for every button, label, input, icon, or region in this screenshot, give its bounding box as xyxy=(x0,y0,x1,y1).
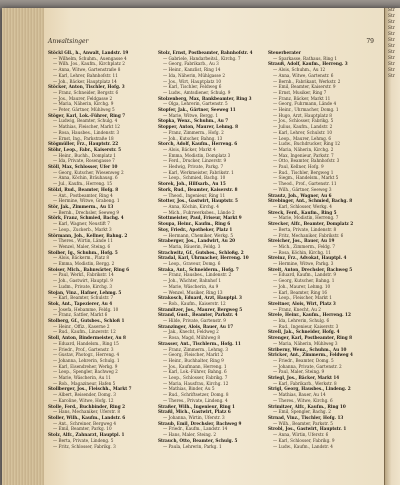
directory-entry: Strakosch, Eduard, Arzt, Hauptpl. 3 xyxy=(158,295,242,301)
directory-entry: — Ant., Schreiner, Bergweg 4 xyxy=(53,420,117,426)
directory-entry: — Siegm., Handelsm., Markt 5 xyxy=(273,175,339,181)
directory-entry: — Alois, Schuhm., Au 12 xyxy=(273,67,326,73)
directory-entry: Stojan, Vinz., Hafner, Lehmg. 5 xyxy=(48,289,122,295)
column-left xyxy=(48,50,154,478)
directory-entry: Strell, Jak., Schneider, Hofg. 4 xyxy=(268,329,340,335)
directory-entry: — Alois, Bäckerm., Platz 8 xyxy=(53,255,109,261)
directory-entry: — Karl, Schlosser, Werkg. 4 xyxy=(273,203,332,209)
directory-entry: — Theod., Prof., Gartenstr. 11 xyxy=(273,181,337,187)
directory-entry: — Hilde, Private, Gartenstr. 9 xyxy=(163,318,226,324)
next-page-fragment: Str xyxy=(388,8,395,13)
directory-entry: — Emma, Modistin, Domplatz 3 xyxy=(163,152,231,158)
directory-entry: — Maria, Hausfrau, Kirchg. 12 xyxy=(163,380,229,386)
directory-entry: — Rud., Tischler, Bergweg 1 xyxy=(273,169,334,175)
directory-entry: — Jos., Schlosser, Fabrikg. 5 xyxy=(273,118,334,124)
next-page-fragment: Str xyxy=(388,44,395,49)
directory-entry: — Jos., Maurer, Feldgasse 2 xyxy=(53,95,113,101)
directory-entry: Steuerberater xyxy=(268,50,301,55)
directory-entry: — Theres., Wirtin, Lände 11 xyxy=(53,238,113,244)
directory-entry: Stör, Jak., Zimmerm., Au 13 xyxy=(48,203,114,209)
directory-entry: Straßl, Mich., Gastwirt, Platz 6 xyxy=(158,409,231,415)
directory-entry: — Friedr., Kaufm., Landstr. 14 xyxy=(163,426,228,432)
directory-entry: — Gustav, Photogr., Herreng. 4 xyxy=(53,352,120,358)
directory-entry: Stok, Ant., Tapezierer, Au 4 xyxy=(48,300,113,306)
directory-entry: — Georg, Kutscher, Wiesenweg 2 xyxy=(53,169,124,175)
directory-entry: — Jak., Knecht, Feldweg 2 xyxy=(163,329,219,335)
directory-entry: — Jul., Kaufm., Herreng. 15 xyxy=(53,181,113,187)
directory-entry: — Franz, Hausbes., Lindenstr. 2 xyxy=(163,272,232,278)
directory-entry: — Karl, Beamter, Ring 16 xyxy=(273,289,328,295)
directory-entry: Strnad, Vinz., Tischler, Hofg. 13 xyxy=(268,415,344,420)
directory-entry: — Rosa, Köchin, Kirchg. 11 xyxy=(273,249,331,255)
directory-entry: — Ferd., Drucker, Linzerstr. 9 xyxy=(163,158,227,164)
directory-entry: — Johanna, Lehrerin, Schulg. 1 xyxy=(53,357,120,363)
directory-entry: — Marie, Wäscherin, Au 9 xyxy=(163,283,219,289)
column-middle xyxy=(158,50,264,478)
directory-entry: Stopper, Anton, Maurer, Lehmg. 8 xyxy=(158,124,238,130)
directory-entry: — Heinr., Offiz., Kaserne 2 xyxy=(53,323,110,329)
directory-entry: — Karl, Lehrer, Schulstr. 10 xyxy=(273,129,333,135)
directory-entry: — Emma, Modistin, Bergg. 2 xyxy=(53,261,115,267)
directory-entry: — Ludw., Amtsdiener, Schulg. 9 xyxy=(163,89,231,95)
directory-entry: — Hermann, Chemiker, Werkg. 5 xyxy=(163,232,234,238)
directory-entry: — Karl, Lehrer, Bahnhofstr. 11 xyxy=(53,72,118,78)
directory-entry: — Julius, Kaufm., Landstr. 2 xyxy=(273,124,333,130)
directory-entry: Störmann, Joh., Kellner, Bahng. 2 xyxy=(48,232,128,238)
directory-entry: — Mich., Fuhrwerksbes., Lände 2 xyxy=(163,209,235,215)
directory-entry: Strautz, Joh., Wagner, Au 6 xyxy=(268,192,332,198)
book xyxy=(2,8,400,485)
next-page-fragment: Str xyxy=(388,74,395,79)
directory-entry: — Franz, Bäcker, Markt 11 xyxy=(273,95,331,101)
directory-entry: — Bernh., Drechsler, Seeweg 9 xyxy=(53,209,120,215)
directory-entry: Striberny, Wenz., Schuhm., Au 10 xyxy=(268,346,347,352)
directory-entry: — Paul, Werkf., Fabrikstr. 14 xyxy=(53,272,114,278)
directory-entry: Strauß, Adolf, Kaufm., Herreng. 3 xyxy=(268,61,348,67)
directory-entry: — Karoline, Witwe, Hofg. 12 xyxy=(53,397,114,403)
directory-entry: — Franz, Zimmerm., Lehmg. 3 xyxy=(163,346,229,352)
directory-entry: — Ernst, Ing., Parkstraße 18 xyxy=(53,135,114,141)
directory-entry: — Heinr., Buchh., Domplatz 1 xyxy=(53,152,116,158)
next-page-fragment: Str xyxy=(388,20,395,25)
directory-entry: Stolz, Alfr., Zahnarzt, Hauptpl. 1 xyxy=(48,432,125,438)
directory-entry: Stöger, Karl, Lok.-Führer, Ring 7 xyxy=(48,112,126,118)
directory-entry: Stoiber, Ig., Schuhm., Hofg. 5 xyxy=(48,249,118,255)
directory-entry: — Ludm., Private, Kirchg. 3 xyxy=(53,283,113,289)
directory-entry: — Maria, Näherin, Kirchg. 2 xyxy=(273,146,334,152)
directory-entry: — Joh., Wächter, Bahnhof 1 xyxy=(163,278,221,284)
directory-entry: — Theres., Private, Lindeng. 4 xyxy=(163,397,228,403)
directory-entry: — Theres., Witwe, Kirchg. 6 xyxy=(273,397,333,403)
next-page-edge xyxy=(384,8,400,485)
directory-entry: Stöll, Max, Schlosser, Ufer 10 xyxy=(48,164,118,170)
directory-entry: — Leop., Graveur, Domg. 6 xyxy=(163,261,221,267)
directory-entry: — Sparkasse, Rathaus, Ring 1 xyxy=(273,55,338,61)
directory-page xyxy=(44,8,384,485)
directory-entry: Strigl, Georg, Hausbes., Lindeng. 2 xyxy=(268,386,351,392)
directory-entry: — Peter, Gärtner, Mühlweg 5 xyxy=(53,107,115,113)
directory-entry: Straberger, Jos., Landwirt, Au 20 xyxy=(158,238,236,244)
directory-entry: — Karl, Eisendreher, Werkg. 9 xyxy=(53,363,118,369)
directory-entry: — Rud., Kaufm., Linzerstr. 12 xyxy=(53,329,116,335)
directory-entry: — Otto, Beamter, Bahnhofstr. 3 xyxy=(273,158,340,164)
directory-entry: Strasser, Ant., Tischlerm., Hofg. 11 xyxy=(158,340,241,346)
directory-entry: — Leop., Schlosser, Fabrikg. 7 xyxy=(163,375,228,381)
directory-entry: Stork, Rud., Beamter, Kaiserstr. 8 xyxy=(158,186,238,192)
directory-entry: Stoller, Wilh., Kaufm., Landstr. 6 xyxy=(48,415,126,420)
directory-entry: Streicher, Jos., Bauer, Au 19 xyxy=(268,238,335,244)
directory-entry: — Franz, Sattler, Markt 6 xyxy=(53,312,108,318)
directory-entry: — Franz, Zimmerm., Hofg. 2 xyxy=(163,129,224,135)
directory-entry: — Mathias, Fleischer, Markt 12 xyxy=(53,124,120,130)
directory-entry: — Paula, Lehrerin, Parkg. 1 xyxy=(163,443,222,449)
directory-entry: — Karl, Tischler, Feldweg 6 xyxy=(163,84,222,90)
directory-entry: — Gabriele, Handarbeitsl., Kirchg. 7 xyxy=(163,55,241,61)
directory-entry: — Max, Ingenieur, Parkstr. 7 xyxy=(273,152,334,158)
directory-entry: — Maria, Näherin, Mühlweg 3 xyxy=(273,340,338,346)
directory-entry: Strenger, Karl, Postbeamter, Ring 8 xyxy=(268,335,353,341)
directory-entry: — Ludwig, Beamter, Schulg. 4 xyxy=(53,118,118,124)
directory-entry: — Ant., Postbeamter, Ring 4 xyxy=(53,192,113,198)
directory-entry: — Franz, Schneider, Bergstr. 6 xyxy=(53,89,119,95)
directory-entry: Stotter, Jos., Gastwirt, Hauptstr. 5 xyxy=(158,198,238,204)
directory-entry: — Leop., Fleischer, Markt 1 xyxy=(273,295,332,301)
directory-entry: — Heinr., Kanzlist, Ring 14 xyxy=(163,67,221,73)
directory-entry: Strachwitz, Gf., Gutsbes., Schloßg. 2 xyxy=(158,249,244,255)
directory-entry: — Ida, Lehrerin, Schulg. 6 xyxy=(273,318,330,324)
directory-entry: — Ida, Näherin, Mühlgasse 2 xyxy=(163,72,226,78)
next-page-fragment: Str xyxy=(388,38,395,43)
directory-entry: — Marie, Witwe, Bergg. 1 xyxy=(163,112,219,118)
directory-entry: — Karl, Beamter, Schulstr. 7 xyxy=(53,295,114,301)
directory-entry: — Georg, Fuhrmann, Lände 4 xyxy=(273,101,337,107)
directory-entry: — Berta, Private, Lindeng. 5 xyxy=(53,437,114,443)
directory-entry: — Hans, Mechaniker, Uferstr. 8 xyxy=(53,409,120,415)
directory-entry: Streitner, Alois, Wirt, Platz 3 xyxy=(268,300,336,306)
directory-entry: — Paul, Kellner, Hofg. 9 xyxy=(273,164,324,170)
page-header xyxy=(48,38,374,48)
directory-entry: — Georg, Fleischer, Markt 2 xyxy=(163,352,224,358)
directory-entry: Strobl, Jos., Gastwirt, Hauptstr. 1 xyxy=(268,426,347,432)
directory-entry: Stricker, Ant., Zimmerm., Feldweg 4 xyxy=(268,352,353,358)
directory-entry: Streinz, Frz., Advokat, Hauptpl. 4 xyxy=(268,255,347,261)
directory-entry: — Hans, Maler, Steing. 2 xyxy=(163,432,217,438)
directory-entry: Stoll, Anton, Bindermeister, Au 8 xyxy=(48,335,126,341)
directory-entry: Streit, Anton, Drechsler, Bachweg 5 xyxy=(268,266,353,272)
directory-entry: Straka, Ant., Schneiderm., Hofg. 7 xyxy=(158,266,239,272)
next-page-fragment: Str xyxy=(388,50,395,55)
directory-entry: — Leop., Spengler, Bachweg 2 xyxy=(53,369,118,375)
directory-entry: — Fritz, Mechaniker, Fabrikstr. 6 xyxy=(273,232,344,238)
directory-entry: Strauch, Otto, Beamter, Schulg. 5 xyxy=(158,437,238,443)
next-page-fragment: Str xyxy=(388,32,395,37)
directory-entry: — Hedwig, Private, Parkg. 7 xyxy=(163,164,224,170)
directory-entry: — Johanna, Private, Gartenstr. 2 xyxy=(273,363,342,369)
page-edges xyxy=(2,8,45,485)
directory-entry: — Eduard, Handelsm., Ring 15 xyxy=(53,340,119,346)
directory-entry: — Ludw., Kaufm., Landstr. 4 xyxy=(273,443,333,449)
directory-entry: — Mathias, Bauer, Au 14 xyxy=(273,392,326,398)
page-number: 79 xyxy=(366,38,374,45)
directory-entry: — Karl, Werkmeister, Fabrikstr. 1 xyxy=(163,169,234,175)
directory-entry: Stolzenberg, Max, Bankbeamter, Ring 3 xyxy=(158,95,252,101)
directory-entry: — Anna, Köchin, Bräuhausg. 6 xyxy=(53,175,118,181)
directory-entry: — Marie, Modistin, Herreng. 7 xyxy=(273,215,339,221)
directory-entry: Stolz, Ernst, Postbeamter, Bahnhofstr. 4 xyxy=(158,50,253,55)
directory-entry: — Joh., Bäcker, Hauptplatz 14 xyxy=(53,78,117,84)
next-page-fragment: Str xyxy=(388,56,395,61)
directory-entry: — Leop., Maurer, Lehmg. 6 xyxy=(273,135,332,141)
directory-entry: — Hermine, Witwe, Parkg. 3 xyxy=(273,261,334,267)
directory-entry: — Friedr., Beamter, Domg. 5 xyxy=(273,357,334,363)
directory-entry: — Ida, Private, Rosengasse 7 xyxy=(53,158,115,164)
directory-entry: — Jos., Wirt, Hauptplatz 10 xyxy=(163,78,222,84)
directory-entry: Stopka, Wenz., Schuhm., Au 7 xyxy=(158,118,229,124)
directory-entry: — Wilh. Jos., Kaufm., Kirchplatz 2 xyxy=(53,61,125,67)
directory-entry: Storch, Adolf, Kaufm., Herreng. 6 xyxy=(158,141,238,147)
directory-entry: Striegl, Jos., Bäcker, Markt 14 xyxy=(268,375,340,381)
directory-entry: — Emil, Beamter, Kaiserstr. 9 xyxy=(273,84,336,90)
directory-entry: — Hugo, Arzt, Hauptplatz 8 xyxy=(273,112,332,118)
directory-entry: — Anna, Witwe, Gartenstr. 6 xyxy=(273,72,334,78)
column-right xyxy=(268,50,374,478)
directory-entry: Stöhr, Leop., Fabr., Kaiserstr. 5 xyxy=(48,146,122,152)
directory-entry: — Karl, Schlosser, Fabrikg. 9 xyxy=(273,437,335,443)
directory-entry: — Olga, Lehrerin, Gartenstr. 5 xyxy=(163,101,228,107)
directory-entry: — Ludw., Buchdrucker, Ring 12 xyxy=(273,141,341,147)
directory-entry: — Maria, Näherin, Kirchg. 9 xyxy=(53,101,114,107)
directory-entry: — Rob., Kaufm., Kaiserstr. 12 xyxy=(163,300,226,306)
directory-entry: — Karl, Lok.-Führer, Bahng. 6 xyxy=(163,369,227,375)
directory-entry: — Leop., Schmied, Bachg. 10 xyxy=(163,175,226,181)
directory-entry: — Anna, Witwe, Gartenstraße 8 xyxy=(53,67,121,73)
directory-entry: — Joh., Kutscher, Bahng. 13 xyxy=(163,135,223,141)
directory-entry: — Rud., Schriftsetzer, Domg. 8 xyxy=(163,392,229,398)
directory-entry: Straßer, Wilh., Ingenieur, Ring 1 xyxy=(158,403,235,409)
directory-entry: Stoupa, Heinr., Kaufm., Ring 6 xyxy=(158,221,231,227)
directory-entry: — Theod., Ingenieur, Ring 11 xyxy=(163,192,226,198)
directory-entry: Stottmeister, Paul, Friseur, Markt 9 xyxy=(158,215,242,221)
directory-entry: — Georg, Fabrikarb., Au 3 xyxy=(163,61,219,67)
directory-entry: Stöckl Gll., h., Anwalt, Landstr. 19 xyxy=(48,50,129,55)
directory-entry: — Rosa, Magd, Mühlweg 8 xyxy=(163,335,221,341)
directory-entry: — Anna, Köchin, Kirchg. 4 xyxy=(163,203,219,209)
directory-entry: — Friedr., Prof., Gartenstr. 3 xyxy=(53,346,114,352)
directory-entry: Stolle, Ferd., Buchbinder, Ring 2 xyxy=(48,403,125,409)
directory-entry: — Wilh., Gärtner, Seeweg 3 xyxy=(273,186,332,192)
directory-entry: — Marie, Wäscherin, Au 11 xyxy=(53,375,111,381)
directory-entry: — Georg, Kutscher, Bahng. 1 xyxy=(273,278,335,284)
directory-entry: — Ernst, Musiker, Ring 7 xyxy=(273,89,327,95)
directory-entry: — Bernh., Fabrikant, Werkstr. 2 xyxy=(273,78,341,84)
directory-entry: — Albert, Reisender, Domg. 3 xyxy=(53,392,116,398)
directory-entry: Stopfer, Jak., Gärtner, Seeweg 11 xyxy=(158,107,236,113)
directory-entry: — Leop., Zuckerb., Markt 3 xyxy=(53,226,112,232)
directory-entry: — Franz, Knecht, Au 2 xyxy=(273,306,321,312)
directory-entry: Stolberg, Gf., Gutsbes., Schloß 1 xyxy=(48,318,125,324)
directory-entry: Strebinger, Ant., Schmied, Bachg. 8 xyxy=(268,198,353,204)
directory-entry: — Alois, Bäcker, Markt 4 xyxy=(163,146,216,152)
directory-entry: — Joh., Maurer, Lehmg. 10 xyxy=(273,283,331,289)
directory-entry: — Emil, Spengler, Bachg. 2 xyxy=(273,409,331,415)
next-page-fragment: Str xyxy=(388,68,395,73)
directory-entry: — Wenzel, Maler, Steing. 6 xyxy=(53,243,111,249)
directory-entry: Stranzinger, Alois, Bauer, Au 17 xyxy=(158,323,234,329)
directory-entry: Stoy, Friedr., Apotheker, Platz 1 xyxy=(158,226,233,232)
directory-entry: — Heinr., Buchhalter, Ring 9 xyxy=(163,357,224,363)
next-page-fragment: Str xyxy=(388,14,395,19)
directory-entry: — Johanna, Wirtin, Uferstr. 3 xyxy=(163,415,225,420)
directory-entry: Stradal, Karl, Uhrmacher, Herreng. 10 xyxy=(158,255,249,261)
directory-entry: Stögmüller, Frz., Hauptstr. 22 xyxy=(48,141,119,147)
directory-entry: Strecker, Alfr., Beamter, Domplatz 2 xyxy=(268,221,354,227)
directory-entry: Stollberger, Jos., Fleischh., Markt 7 xyxy=(48,386,132,392)
directory-entry: — Wilh., Beamter, Parkstr. 5 xyxy=(273,420,333,426)
directory-entry: — Karl, Wagner, Neustift 7 xyxy=(53,221,110,227)
directory-entry: — Emil, Beamter, Parkg. 10 xyxy=(53,426,112,432)
directory-entry: — Joh., Gastwirt, Hauptpl. 9 xyxy=(53,278,113,284)
directory-entry: — Rosa, Hausbes., Lindenstr. 3 xyxy=(53,129,120,135)
directory-entry: Strimitzer, Alfr., Kaufm., Ring 10 xyxy=(268,403,346,409)
directory-entry: Stöcker, Anton, Tischler, Hofg. 3 xyxy=(48,84,125,90)
directory-entry: — Jos., Kaufmann, Herreng. 1 xyxy=(163,363,227,369)
next-page-fragment: Str xyxy=(388,26,395,31)
directory-entry: Strele, Heinr., Kaufm., Herreng. 12 xyxy=(268,312,351,318)
directory-entry: — Karl, Fabrikarb., Werkstr. 8 xyxy=(273,380,337,386)
next-page-fragment: Str xyxy=(388,62,395,67)
entry-columns xyxy=(48,50,374,478)
directory-entry: — Wilhelm, Schuhm., Auengasse 4 xyxy=(53,55,127,61)
directory-entry: Stramitzer, Jos., Maurer, Bergweg 5 xyxy=(158,306,243,312)
directory-entry: — Berta, Private, Lindenstr. 8 xyxy=(273,226,337,232)
directory-entry: Stoiser, Mich., Bahnwärter, Ring 6 xyxy=(48,266,130,272)
directory-entry: Streck, Ferd., Kaufm., Ring 5 xyxy=(268,209,337,215)
directory-entry: Straub, Emil, Drechsler, Bachweg 9 xyxy=(158,420,242,426)
directory-entry: — Anna, Wirtin, Uferstr. 6 xyxy=(273,432,329,438)
directory-entry: — Mich., Zimmerm., Feldg. 7 xyxy=(273,243,335,249)
directory-entry: — Fritz, Schlosser, Fabrikg. 3 xyxy=(53,443,116,449)
directory-entry: Stölzl, Rud., Beamter, Hofg. 8 xyxy=(48,186,119,192)
directory-entry: — Mathias, Binder, Au 5 xyxy=(163,386,215,392)
directory-entry: — Maria, Bäuerin, Feldg. 3 xyxy=(163,243,221,249)
directory-entry: — Heinr., Uhrmacher, Domg. 1 xyxy=(273,107,339,113)
directory-entry: — Rud., Ingenieur, Kaiserstr. 3 xyxy=(273,323,339,329)
directory-entry: — Josefa, Hebamme, Feldg. 10 xyxy=(53,306,119,312)
directory-entry: Störk, Franz, Schmied, Bachg. 4 xyxy=(48,215,124,221)
directory-entry: — Wenzel, Musiker, Ring 13 xyxy=(163,289,223,295)
directory-entry: Strand, Gust., Beamter, Parkstr. 4 xyxy=(158,312,238,318)
running-head: Anwaltsinger xyxy=(48,38,89,45)
directory-entry: — Rob., Magazineur, Hafen 5 xyxy=(53,380,116,386)
directory-entry: Storek, Joh., Hilfsarb., Au 15 xyxy=(158,181,226,187)
directory-entry: — Paul, Maler, Steing. 9 xyxy=(273,369,325,375)
directory-entry: — Hermine, Witwe, Grabeng. 1 xyxy=(53,198,120,204)
directory-entry: — Eduard, Kaufm., Landstr. 9 xyxy=(273,272,336,278)
